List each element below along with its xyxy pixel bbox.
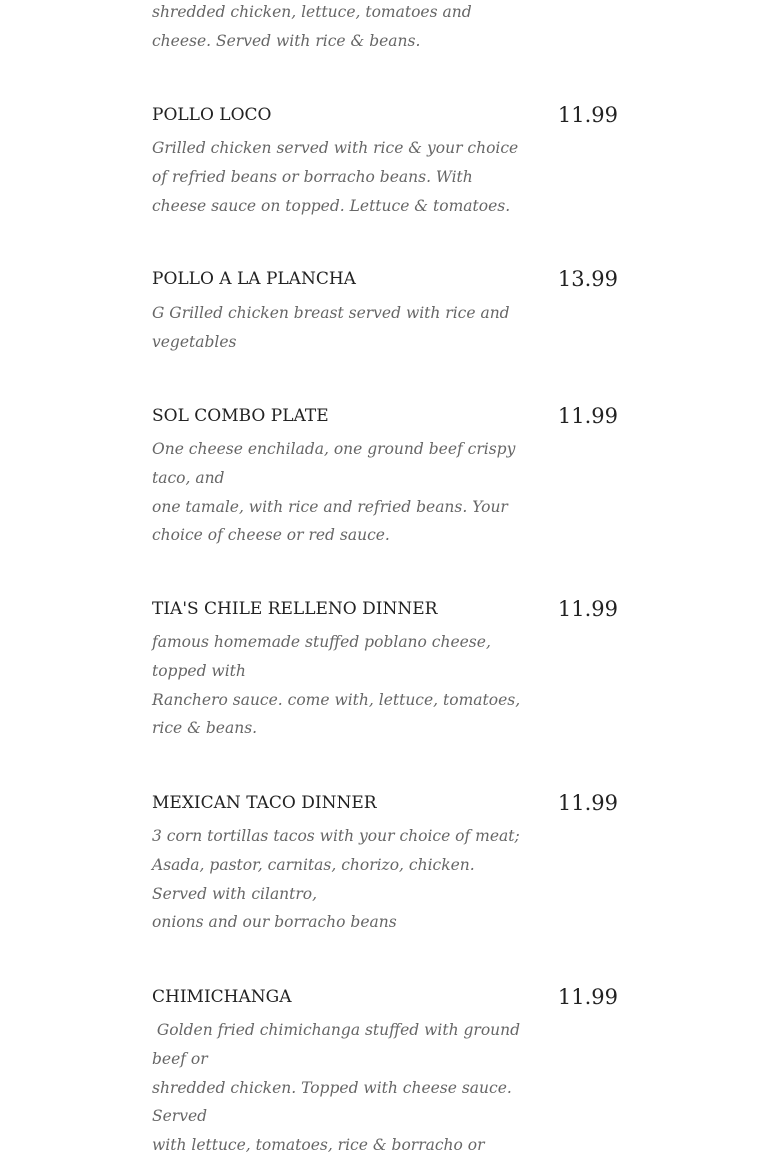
description-line: Ranchero sauce. come with, lettuce, tomatoes, (152, 690, 521, 709)
item-description (152, 435, 516, 550)
description-line: Asada, pastor, carnitas, chorizo, chicken. (152, 855, 475, 874)
description-line: rice & beans. (152, 719, 258, 738)
item-name: POLLO LOCO (152, 105, 272, 125)
item-name: MEXICAN TACO DINNER (152, 793, 377, 813)
item-name: CHIMICHANGA (152, 987, 292, 1007)
description-line: Grilled chicken served with rice & your choice (152, 139, 519, 157)
item-description (152, 299, 510, 357)
description-line: vegetables (152, 332, 237, 351)
item-name: POLLO A LA PLANCHA (152, 269, 356, 289)
item-price: 11.99 (557, 791, 618, 815)
description-line: onions and our borracho beans (152, 913, 397, 932)
description-line: with lettuce, tomatoes, rice & borracho or (152, 1136, 485, 1152)
item-description (152, 134, 519, 220)
description-line: beef or (152, 1049, 208, 1068)
item-price: 11.99 (557, 404, 618, 428)
description-line: one tamale, with rice and refried beans. Your (152, 497, 508, 516)
description-line: shredded chicken. Topped with cheese sauce. (152, 1078, 512, 1097)
item-description (152, 1016, 521, 1152)
description-line: of refried beans or borracho beans. With (152, 167, 473, 186)
description-line: choice of cheese or red sauce. (152, 526, 390, 545)
description-line: cheese sauce on topped. Lettuce & tomatoes. (152, 196, 511, 215)
item-description (152, 822, 520, 937)
description-line: shredded chicken, lettuce, tomatoes and (152, 3, 472, 21)
description-line: taco, and (152, 468, 225, 487)
description-line: Served with cilantro, (152, 884, 318, 903)
item-name: TIA'S CHILE RELLENO DINNER (152, 599, 438, 619)
item-name: SOL COMBO PLATE (152, 406, 329, 426)
item-price: 11.99 (557, 985, 618, 1009)
description-line: One cheese enchilada, one ground beef crispy (152, 440, 516, 458)
description-line: famous homemade stuffed poblano cheese, (152, 633, 491, 651)
description-line: Served (152, 1107, 208, 1126)
description-line: topped with (152, 661, 246, 680)
item-price: 11.99 (557, 103, 618, 127)
item-price: 13.99 (557, 267, 618, 291)
item-price: 11.99 (557, 597, 618, 621)
item-description (152, 628, 521, 743)
item-description (152, 0, 492, 56)
description-line: cheese. Served with rice & beans. (152, 31, 421, 50)
description-line: G Grilled chicken breast served with rice and (152, 304, 510, 322)
description-line: Golden fried chimichanga stuffed with ground (152, 1021, 521, 1039)
description-line: 3 corn tortillas tacos with your choice of meat; (152, 827, 520, 845)
